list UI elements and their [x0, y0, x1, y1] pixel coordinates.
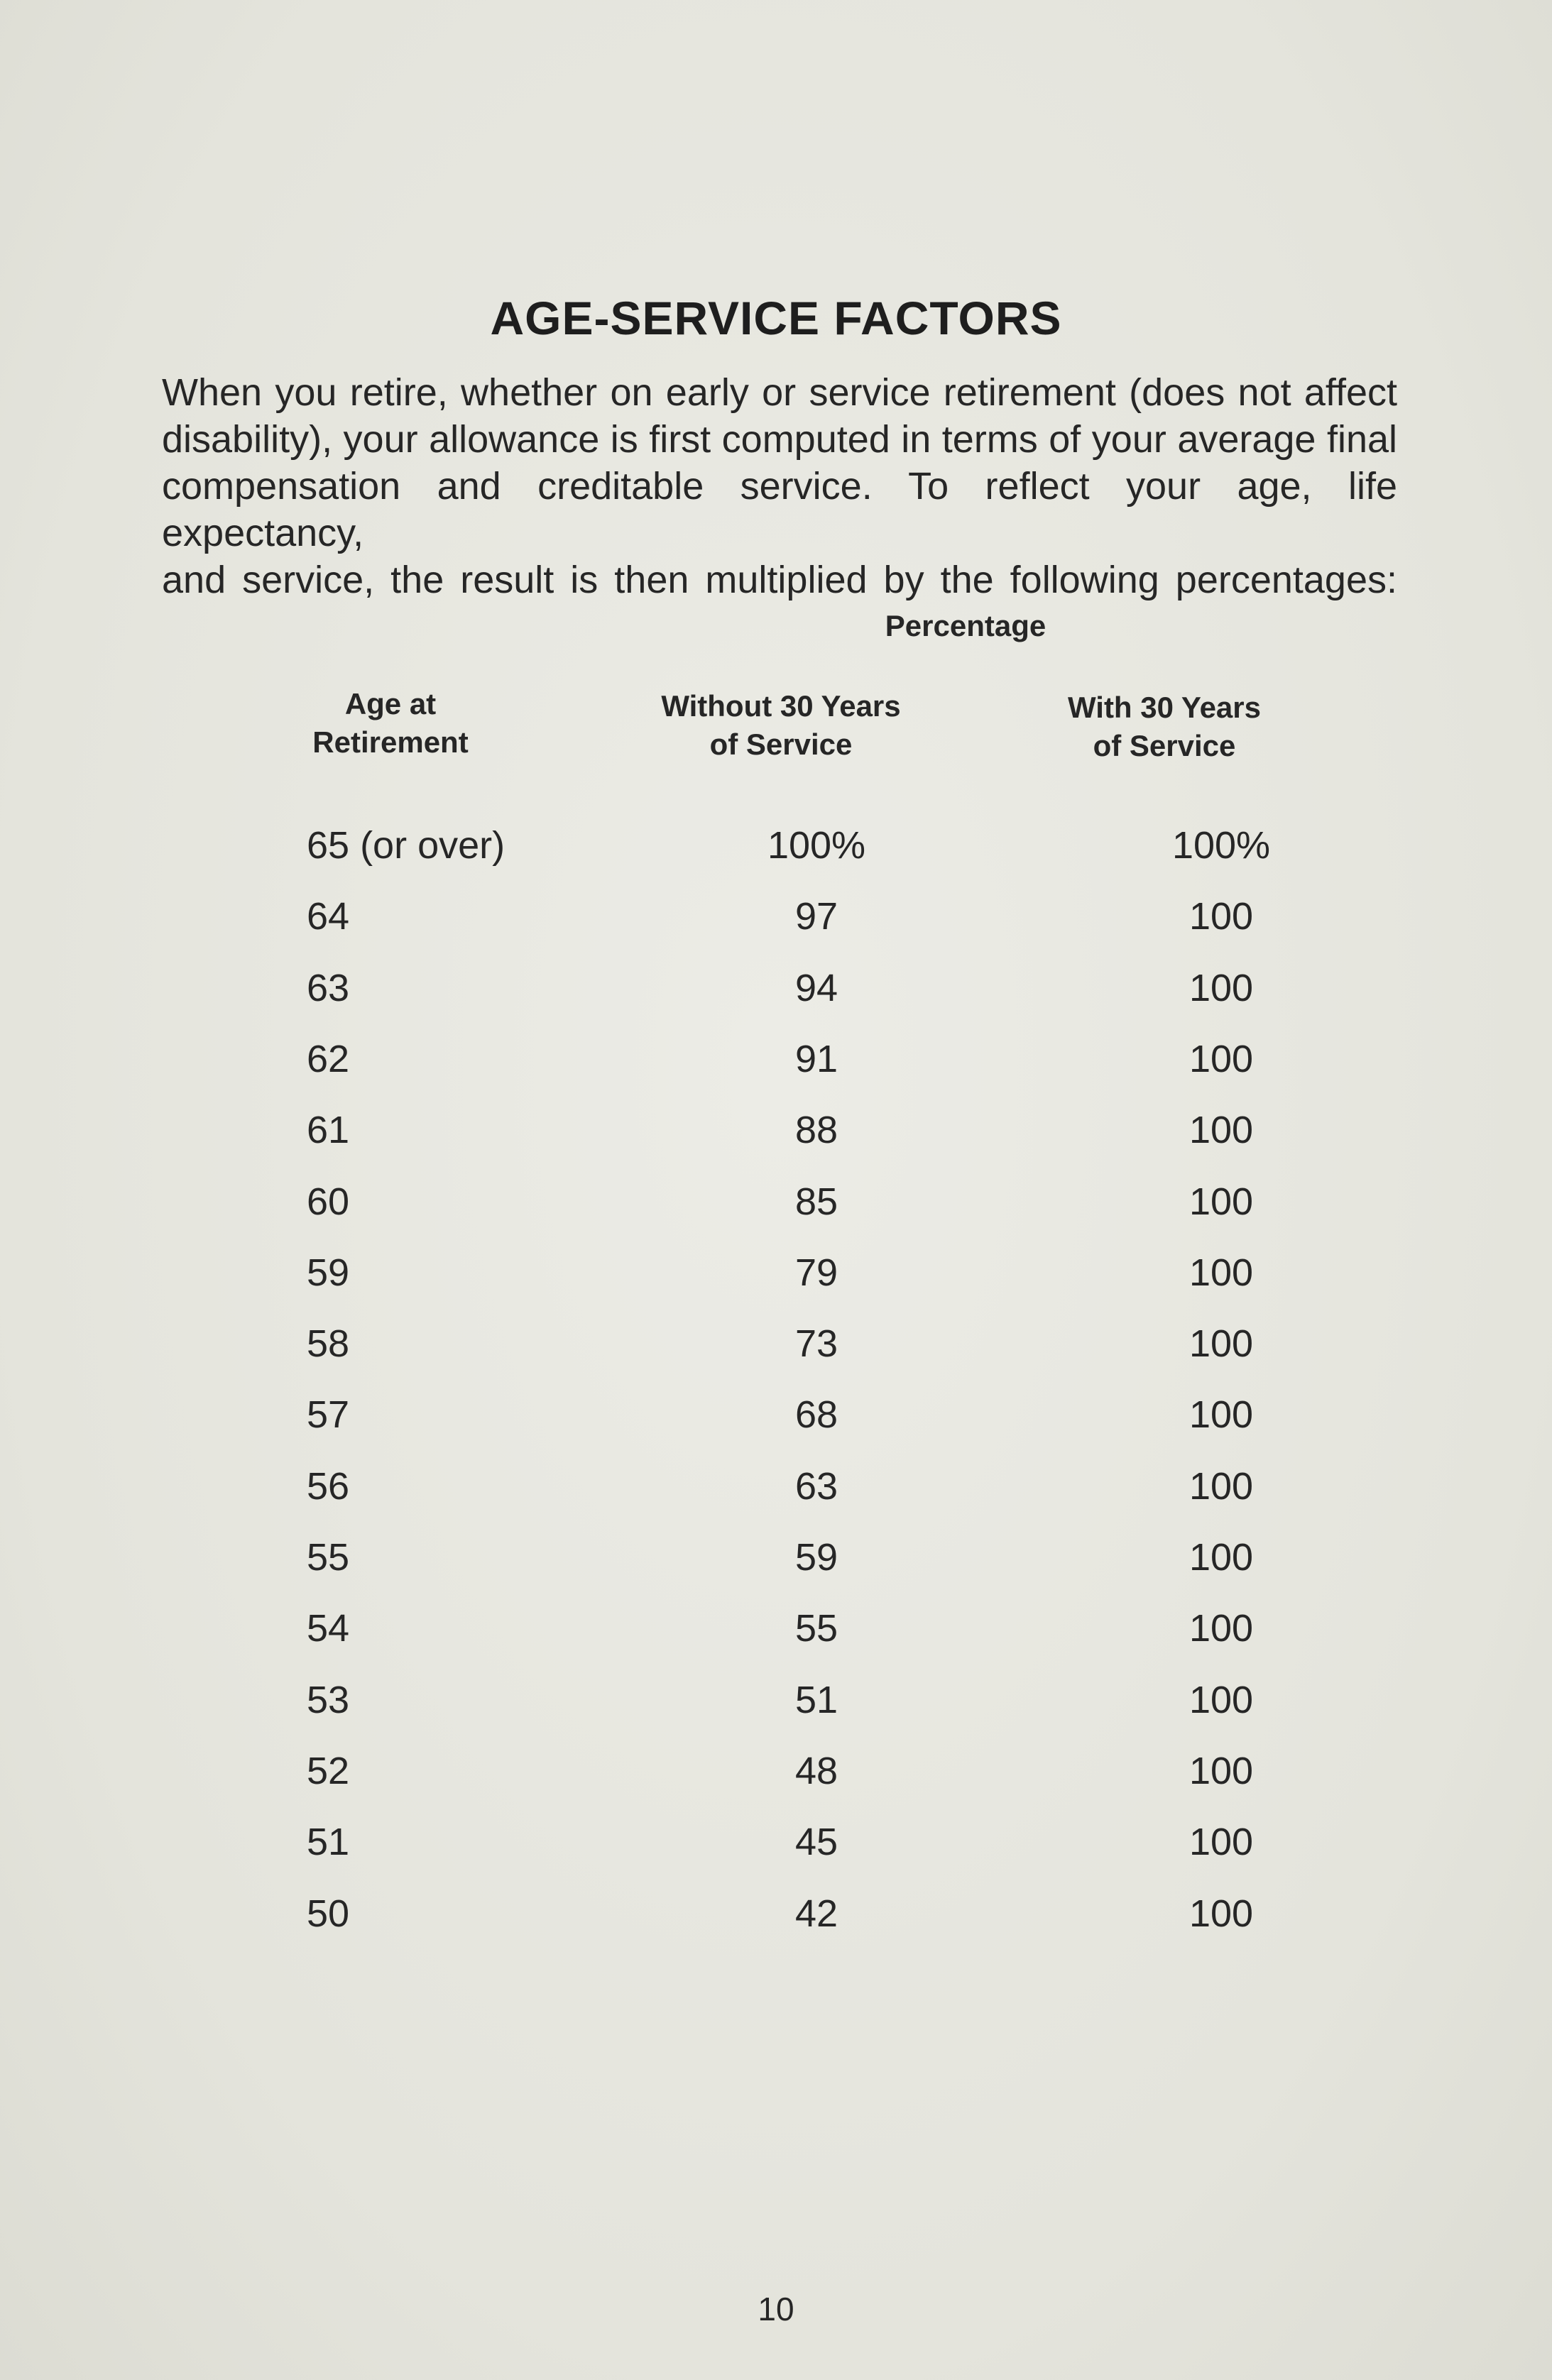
with-30-years-cell: 100	[1188, 1038, 1254, 1080]
with-30-years-cell: 100	[1188, 1465, 1254, 1508]
age-cell: 58	[307, 1322, 350, 1365]
table-row	[0, 1108, 1552, 1179]
column-header-without-30-years	[632, 687, 930, 764]
table-row	[0, 1749, 1552, 1820]
without-30-years-cell: 79	[794, 1251, 838, 1294]
with-30-years-cell: 100	[1188, 1393, 1254, 1436]
without-30-years-cell: 55	[794, 1607, 838, 1650]
column-header-line: Age at	[344, 687, 437, 720]
age-cell: 52	[307, 1750, 350, 1792]
age-cell: 60	[307, 1180, 350, 1223]
table-row	[0, 1820, 1552, 1891]
without-30-years-cell: 94	[794, 967, 838, 1009]
table-row	[0, 1251, 1552, 1322]
with-30-years-cell: 100	[1188, 1180, 1254, 1223]
age-cell: 57	[307, 1393, 350, 1436]
intro-line: compensation and creditable service. To reflect your age, life expectancy,	[162, 465, 1397, 554]
table-row	[0, 1393, 1552, 1464]
with-30-years-cell: 100	[1188, 1536, 1254, 1579]
table-row	[0, 966, 1552, 1037]
column-header-line: Retirement	[312, 725, 469, 759]
table-row	[0, 1180, 1552, 1251]
without-30-years-cell: 63	[794, 1465, 838, 1508]
intro-line: disability), your allowance is first computed in terms of your average final	[162, 418, 1397, 461]
age-cell: 63	[307, 967, 350, 1009]
table-row	[0, 1464, 1552, 1535]
without-30-years-cell: 51	[794, 1679, 838, 1721]
without-30-years-cell: 73	[794, 1322, 838, 1365]
without-30-years-cell: 100%	[767, 824, 866, 867]
column-header-line: of Service	[709, 728, 853, 761]
without-30-years-cell: 88	[794, 1109, 838, 1151]
without-30-years-cell: 85	[794, 1180, 838, 1223]
age-cell: 65 (or over)	[307, 824, 506, 867]
without-30-years-cell: 91	[794, 1038, 838, 1080]
age-cell: 62	[307, 1038, 350, 1080]
with-30-years-cell: 100	[1188, 1892, 1254, 1935]
age-cell: 59	[307, 1251, 350, 1294]
age-cell: 55	[307, 1536, 350, 1579]
age-cell: 50	[307, 1892, 350, 1935]
table-row	[0, 1037, 1552, 1108]
page-number: 10	[758, 2291, 794, 2327]
with-30-years-cell: 100	[1188, 895, 1254, 938]
with-30-years-cell: 100	[1188, 1607, 1254, 1650]
table-row	[0, 1892, 1552, 1963]
intro-line: and service, the result is then multiplied by the following percentages:	[162, 559, 1397, 601]
age-cell: 53	[307, 1679, 350, 1721]
column-header-with-30-years	[1015, 689, 1313, 765]
without-30-years-cell: 45	[794, 1821, 838, 1863]
with-30-years-cell: 100	[1188, 1109, 1254, 1151]
without-30-years-cell: 97	[794, 895, 838, 938]
table-row	[0, 1535, 1552, 1606]
column-header-line: Without 30 Years	[661, 689, 901, 723]
with-30-years-cell: 100	[1188, 967, 1254, 1009]
with-30-years-cell: 100	[1188, 1750, 1254, 1792]
age-cell: 54	[307, 1607, 350, 1650]
intro-line: When you retire, whether on early or service retirement (does not affect	[162, 371, 1397, 414]
column-header-line: With 30 Years	[1068, 691, 1261, 724]
percentage-group-header: Percentage	[885, 609, 1046, 642]
table-row	[0, 1678, 1552, 1749]
without-30-years-cell: 59	[794, 1536, 838, 1579]
age-cell: 64	[307, 895, 350, 938]
with-30-years-cell: 100	[1188, 1251, 1254, 1294]
age-cell: 61	[307, 1109, 350, 1151]
table-row	[0, 1322, 1552, 1393]
with-30-years-cell: 100%	[1171, 824, 1271, 867]
age-cell: 56	[307, 1465, 350, 1508]
without-30-years-cell: 42	[794, 1892, 838, 1935]
with-30-years-cell: 100	[1188, 1322, 1254, 1365]
table-row	[0, 894, 1552, 965]
table-row	[0, 1606, 1552, 1677]
age-cell: 51	[307, 1821, 350, 1863]
with-30-years-cell: 100	[1188, 1821, 1254, 1863]
column-header-age	[270, 685, 511, 762]
column-header-line: of Service	[1093, 729, 1236, 762]
page-title: AGE-SERVICE FACTORS	[490, 292, 1062, 344]
table-row	[0, 823, 1552, 894]
without-30-years-cell: 68	[794, 1393, 838, 1436]
intro-paragraph	[162, 369, 1397, 603]
without-30-years-cell: 48	[794, 1750, 838, 1792]
with-30-years-cell: 100	[1188, 1679, 1254, 1721]
